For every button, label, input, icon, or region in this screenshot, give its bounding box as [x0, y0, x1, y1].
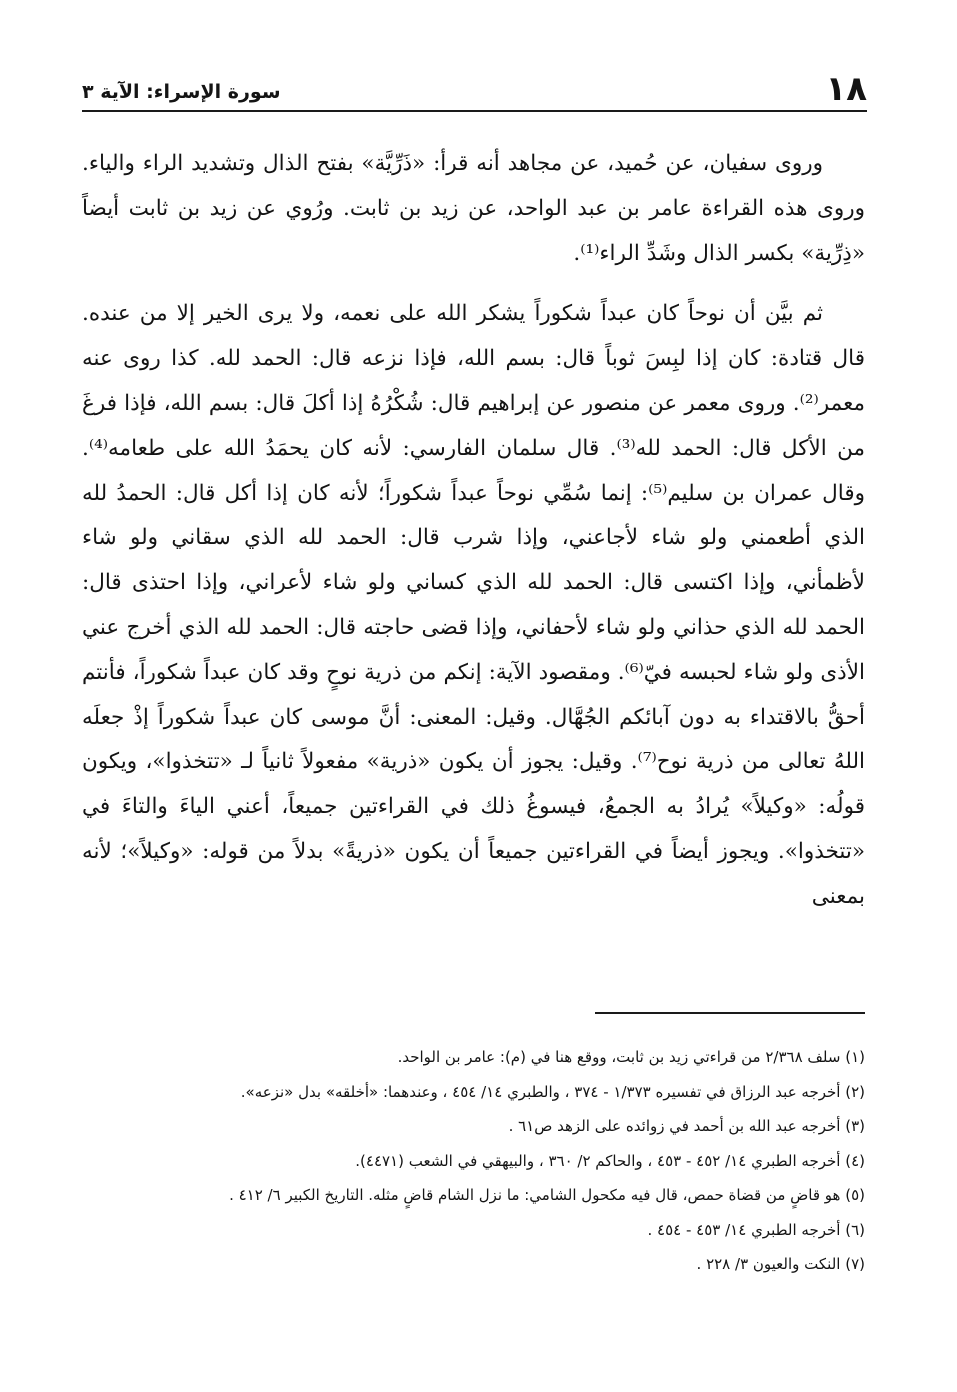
running-title: سورة الإسراء: الآية ٣	[82, 81, 281, 103]
page-number: ١٨	[825, 69, 867, 109]
footnote-item: (٣) أخرجه عبد الله بن أحمد في زوائده على الزهد ص٦١ .	[508, 1117, 865, 1135]
main-text	[82, 142, 865, 920]
paragraph: ثم بيَّن أن نوحاً كان عبداً شكوراً يشكر الله على نعمه، ولا يرى الخير إلا من عنده. قال قتادة: كان إذا لبِسَ ثوباً قال: بسم الله، فإذا نزعه قال: الحمد لله. كذا روى عنه معمر⁽²⁾. وروى معمر عن منصور عن إبراهيم قال: شُكْرُهُ إذا أكلَ قال: بسم الله، فإذا فرغَ من الأكل قال: الحمد لله⁽³⁾. قال سلمان الفارسي: لأنه كان يحمَدُ الله على طعامه⁽⁴⁾. وقال عمران بن سليم⁽⁵⁾: إنما سُمِّي نوحاً عبداً شكوراً؛ لأنه كان إذا أكل قال: الحمدُ لله الذي أطعمني ولو شاء لأجاعني، وإذا شرب قال: الحمد لله الذي سقاني ولو شاء لأظمأني، وإذا اكتسى قال: الحمد لله الذي كساني ولو شاء لأعراني، وإذا احتذى قال: الحمد لله الذي حذاني ولو شاء لأحفاني، وإذا قضى حاجته قال: الحمد لله الذي أخرج عني الأذى ولو شاء لحبسه فيّ⁽⁶⁾. ومقصود الآية: إنكم من ذرية نوحٍ وقد كان عبداً شكوراً، فأنتم أحقُّ بالاقتداء به دون آبائكم الجُهَّال. وقيل: المعنى: أنَّ موسى كان عبداً شكوراً إذْ جعلَه اللهُ تعالى من ذرية نوح⁽⁷⁾. وقيل: يجوز أن يكون «ذرية» مفعولاً ثانياً لـ «تتخذوا»، ويكون قولُه: «وكيلاً» يُرادُ به الجمعُ، فيسوغُ ذلك في القراءتين جميعاً، أعني الياءَ والتاءَ في «تتخذوا». ويجوز أيضاً في القراءتين جميعاً أن يكون «ذريةً» بدلاً من قوله: «وكيلاً»؛ لأنه بمعنى	[82, 301, 865, 909]
footnote-item: (١) سلف ٢/٣٦٨ من قراءتي زيد بن ثابت، ووقع هنا في (م): عامر بن الواحد.	[397, 1048, 865, 1066]
paragraph: وروى سفيان، عن حُميد، عن مجاهد أنه قرأ: «ذَرِّيَّة» بفتح الذال وتشديد الراء والياء. وروى هذه القراءة عامر بن عبد الواحد، عن زيد بن ثابت. ورُوي عن زيد بن ثابت أيضاً «ذِرِّية» بكسر الذال وشَدِّ الراء⁽¹⁾.	[82, 151, 865, 266]
footnote-item: (٢) أخرجه عبد الرزاق في تفسيره ١/٣٧٣ - ٣٧٤ ، والطبري ١٤/ ٤٥٤ ، وعندهما: «أخلقه» بدل «نزعه».	[240, 1082, 865, 1101]
footnote-divider	[595, 1012, 865, 1014]
footnotes	[82, 1040, 865, 1282]
footnote-item: (٤) أخرجه الطبري ١٤/ ٤٥٢ - ٤٥٣ ، والحاكم ٢/ ٣٦٠ ، والبيهقي في الشعب (٤٤٧١).	[355, 1151, 865, 1170]
footnote-item: (٦) أخرجه الطبري ١٤/ ٤٥٣ - ٤٥٤ .	[647, 1220, 865, 1239]
footnote-item: (٥) هو قاضٍ من قضاة حمص، قال فيه مكحول الشامي: ما نزل الشام قاضٍ مثله. التاريخ الكبير ٦/ ٤١٢ .	[229, 1186, 865, 1204]
page-header	[82, 62, 867, 112]
footnote-item: (٧) النكت والعيون ٣/ ٢٢٨ .	[696, 1255, 865, 1273]
